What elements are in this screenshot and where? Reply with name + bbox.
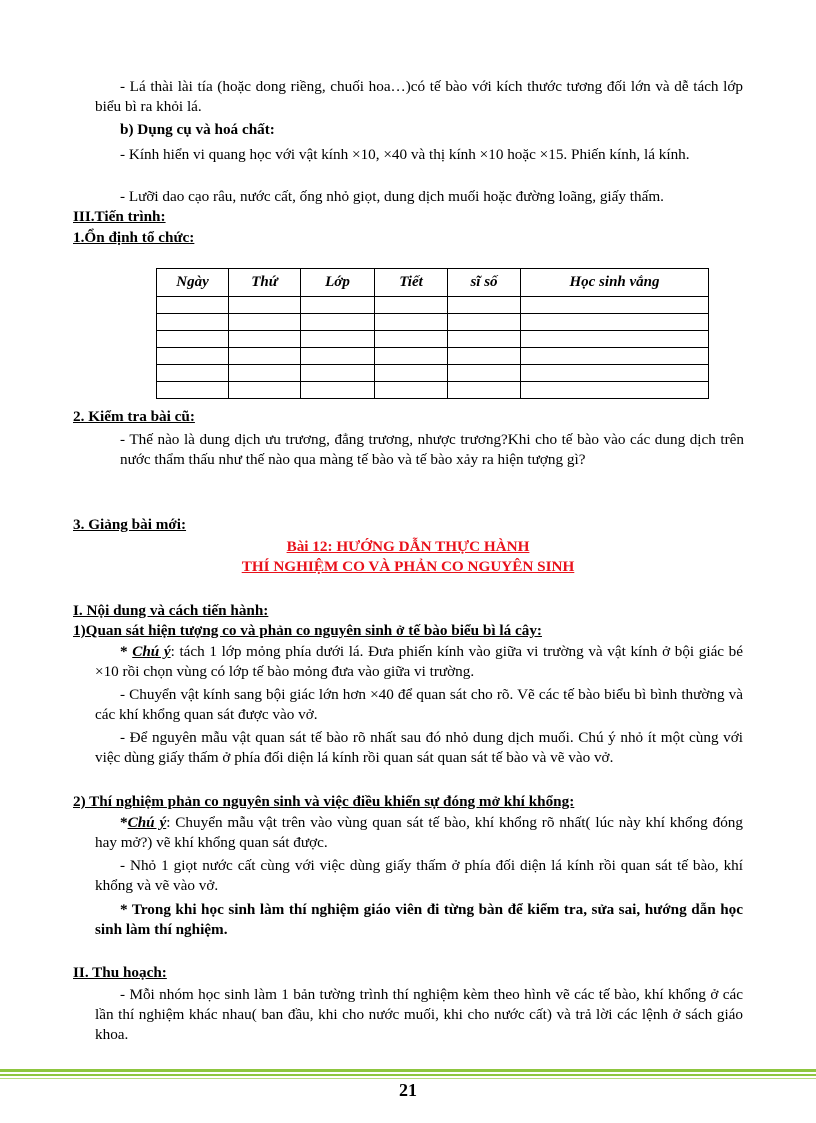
table-cell [229,348,301,365]
table-cell [375,314,448,331]
footer-rule [0,1078,816,1079]
part2-note-star: * [120,814,128,831]
table-cell [521,331,709,348]
table-cell [521,297,709,314]
table-cell [448,348,521,365]
table-cell [229,314,301,331]
content-heading: I. Nội dung và cách tiến hành: [73,602,269,619]
part2-teacher-note: * Trong khi học sinh làm thí nghiệm giáo viên đi từng bàn để kiểm tra, sửa sai, hướng dẫn học sinh làm thí nghiệm. [95,901,743,938]
table-row [157,297,709,314]
table-cell [157,297,229,314]
table-cell [375,297,448,314]
table-cell [157,348,229,365]
table-cell [229,331,301,348]
table-cell [157,331,229,348]
table-cell [375,348,448,365]
part2-heading: 2) Thí nghiệm phản co nguyên sinh và việc điều khiển sự đóng mở khí khổng: [73,793,575,810]
lesson-title-line1: Bài 12: HƯỚNG DẪN THỰC HÀNH [286,538,530,555]
lesson-title-line2: THÍ NGHIỆM CO VÀ PHẢN CO NGUYÊN SINH [241,558,575,575]
part1-note-text: : tách 1 lớp mỏng phía dưới lá. Đưa phiến kính vào giữa vi trường và vật kính ở bội giác bé ×10 rồi chọn vùng có lớp tế bào mỏng đưa vào giữa vi trường. [95,643,744,680]
part1-step2: - Chuyển vật kính sang bội giác lớn hơn ×40 để quan sát cho rõ. Vẽ các tế bào biểu bì bình thường và các khí khổng quan sát được vào vở. [95,686,743,723]
table-cell [301,348,375,365]
table-cell [301,365,375,382]
leaf-material-text: - Lá thài lài tía (hoặc dong riềng, chuối hoa…)có tế bào với kích thước tương đối lớn và dễ tách lớp biểu bì ra khỏi lá. [95,78,743,115]
header-si-so: sĩ số [448,269,521,297]
table-cell [375,365,448,382]
header-lop: Lớp [301,269,375,297]
table-header-row [157,269,709,297]
table-cell [448,331,521,348]
header-ngay: Ngày [157,269,229,297]
table-cell [448,382,521,399]
part1-step3: - Để nguyên mẫu vật quan sát tế bào rõ nhất sau đó nhỏ dung dịch muối. Chú ý nhỏ ít một cùng với việc dùng giấy thấm ở phía đối diện lá kính rồi quan sát quan sát tế bào và vẽ vào vở. [95,729,743,766]
razor-text: - Lưỡi dao cạo râu, nước cất, ống nhỏ giọt, dung dịch muối hoặc đường loãng, giấy thấm. [120,188,664,205]
table-cell [301,331,375,348]
part1-note-label: Chú ý [132,643,171,660]
part2-step2: - Nhỏ 1 giọt nước cất cùng với việc dùng giấy thấm ở phía đối diện lá kính rồi quan sát tế bào, khí khổng và vẽ vào vở. [95,857,743,894]
table-cell [521,365,709,382]
table-cell [229,297,301,314]
table-cell [157,365,229,382]
header-tiet: Tiết [375,269,448,297]
part2-note-text: : Chuyển mẫu vật trên vào vùng quan sát tế bào, khí khổng rõ nhất( lúc này khí khổng đóng hay mở?) vẽ khí khổng quan sát được. [95,814,743,851]
table-cell [448,365,521,382]
table-row [157,382,709,399]
footer-rule [0,1069,816,1072]
review-heading: 2. Kiểm tra bài cũ: [73,408,195,425]
table-cell [157,314,229,331]
review-question: - Thế nào là dung dịch ưu trương, đẳng trương, nhược trương?Khi cho tế bào vào các dung dịch trên nước thẩm thấu như thế nào qua màng tế bào và tế bào xảy ra hiện tượng gì? [120,431,744,468]
progress-heading: III.Tiến trình: [73,208,166,225]
table-cell [301,314,375,331]
part1-heading: 1)Quan sát hiện tượng co và phản co nguyên sinh ở tế bào biểu bì lá cây: [73,622,542,639]
harvest-heading: II. Thu hoạch: [73,964,167,981]
table-cell [301,382,375,399]
stabilize-heading: 1.Ổn định tổ chức: [73,229,195,246]
table-cell [521,348,709,365]
microscope-text: - Kính hiển vi quang học với vật kính ×10, ×40 và thị kính ×10 hoặc ×15. Phiến kính, lá kính. [120,146,690,163]
table-cell [375,382,448,399]
harvest-text: - Mỗi nhóm học sinh làm 1 bản tường trình thí nghiệm kèm theo hình vẽ các tế bào, khí khổng ở các lần thí nghiệm khác nhau( ban đầu, khi cho nước muối, khi cho nước cất) và trả lời các lệnh ở sách giáo khoa. [95,986,743,1043]
table-cell [448,314,521,331]
footer-rule [0,1074,816,1076]
table-cell [448,297,521,314]
part2-note [95,813,743,853]
new-lesson-heading: 3. Giảng bài mới: [73,516,187,533]
part1-note-star: * [120,643,133,660]
page-number: 21 [399,1080,417,1100]
table-cell [157,382,229,399]
table-row [157,331,709,348]
tools-heading: b) Dụng cụ và hoá chất: [120,121,275,138]
table-row [157,348,709,365]
table-cell [229,365,301,382]
header-hoc-sinh-vang: Học sinh vắng [521,269,709,297]
part2-note-label: Chú ý [127,814,167,831]
table-cell [521,314,709,331]
table-cell [301,297,375,314]
table-cell [375,331,448,348]
header-thu: Thứ [229,269,301,297]
table-cell [229,382,301,399]
table-row [157,365,709,382]
attendance-table [156,268,709,399]
part1-note [95,642,743,682]
table-cell [521,382,709,399]
table-row [157,314,709,331]
